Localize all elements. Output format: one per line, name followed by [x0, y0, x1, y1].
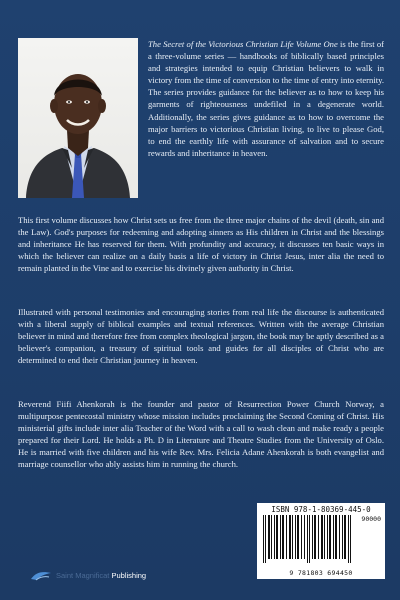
author-portrait-icon: [18, 38, 138, 198]
barcode-bars: [263, 515, 355, 563]
publisher-mark: [30, 569, 146, 581]
blurb-paragraph-illustrated: Illustrated with personal testimonies and encouraging stories from real life the discourse is authenticated with a liberal supply of biblical examples and textual references. Written with the average Christian believer in mind and therefore free from complex theological jargon, the book may be aptly described as a believer's companion, a treasury of spiritual tools and guides for all disciples of Christ who are determined to end their Christian journey in heaven.: [18, 307, 384, 366]
author-bio: Reverend Fiifi Ahenkorah is the founder and pastor of Resurrection Power Church Norway, a multipurpose pentecostal ministry whose mission includes proclaiming the Second Coming of Christ. His ministerial gifts include inter alia Teacher of the Word with a call to wash clean and make ready a people prepared for their Lord. He holds a Ph. D in Literature and Theatre Studies from the University of Oslo. He is married with five children and his wife Rev. Mrs. Felicia Adane Ahenkorah is both evangelist and marriage counsellor who ably assists him in running the church.: [18, 399, 384, 470]
isbn-label: ISBN 978-1-80369-445-0: [271, 505, 371, 514]
isbn-barcode: [257, 503, 385, 579]
publisher-name: Saint Magnificat Publishing: [56, 570, 147, 580]
barcode-digits: 9 781803 694450: [289, 569, 353, 577]
bird-logo-icon: [30, 569, 52, 581]
author-photo: [18, 38, 138, 198]
blurb-paragraph-volume: This first volume discusses how Christ sets us free from the three major chains of the devil (death, sin and the Law). God's purposes for redeeming and adopting sinners as His children in Christ and the blessings and inheritance He has reserved for them. With profundity and accuracy, it discusses ten basic ways in which the believer can realize on a daily basis a life of victory in Christ Jesus, inter alia the need to remain planted in the Vine and to exercise his divinely given authority in Christ.: [18, 215, 384, 274]
blurb-paragraph-intro: [148, 38, 384, 159]
book-title: The Secret of the Victorious Christian Life Volume One: [148, 39, 338, 49]
intro-text: is the first of a three-volume series — handbooks of biblically based principles and strategies intended to equip Christian believers to walk in victory from the time of conversion to the time of entry into eternity. The series provides guidance for the believer as to how to keep his garments of righteousness undefiled in a degenerate world. Additionally, the series gives guidance as to how to overcome the major barriers to victorious Christian living, to live to please God, to end the earthly life with assurance of salvation and to secure rewards and inheritance in heaven.: [148, 39, 384, 158]
price-code: 90000: [361, 515, 381, 523]
